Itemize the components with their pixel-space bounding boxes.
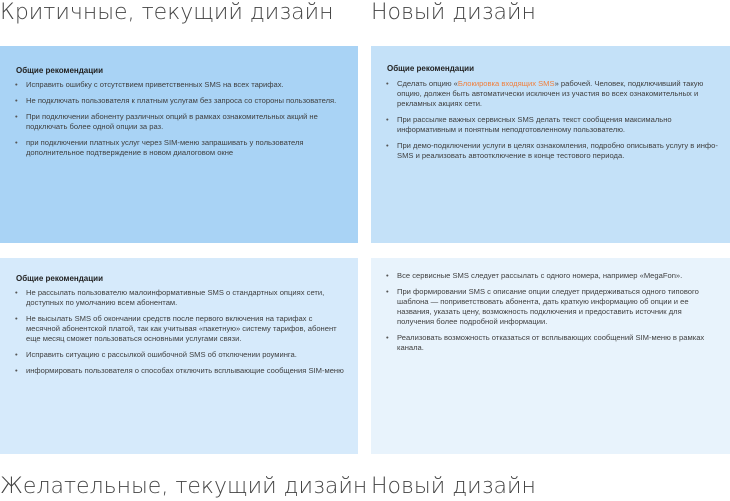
panel-title: Общие рекомендации [387,64,474,73]
recommendations-list [385,271,719,359]
list-item: • Не высылать SMS об окончании средств после первого включения на тарифах с месячной абонентской платой, так как учитывая «пакетную» систему тарифов, абонент еще месяц сможет пользоваться основными услугами связи. [14,314,348,344]
list-item: • информировать пользователя о способах отключить всплывающие сообщения SIM-меню [14,366,348,376]
list-item: • Исправить ошибку с отсутствием приветственных SMS на всех тарифах. [14,80,348,90]
sms-block-option-link[interactable]: Блокировка входящих SMS [457,79,555,88]
panel-new-design-desirable [371,258,730,454]
heading-new-design-top: Новый дизайн [371,0,536,25]
list-item: • Не рассылать пользователю малоинформативные SMS о стандартных опциях сети, доступных по умолчанию всем абонентам. [14,288,348,308]
panel-new-design-critical [371,46,730,243]
list-item: • При демо-подключении услуги в целях ознакомления, подробно описывать услугу в инфо-SMS и реализовать автоотключение в конце тестового периода. [385,141,719,161]
heading-desirable-current-design: Желательные, текущий дизайн [0,474,368,499]
list-item [385,79,719,109]
list-item: • При подключении абоненту различных опций в рамках ознакомительных акций не подключать более одной опции за раз. [14,112,348,132]
recommendations-list [14,288,348,382]
panel-title: Общие рекомендации [16,66,103,75]
recommendations-list [385,79,719,167]
list-item: • Реализовать возможность отказаться от всплывающих сообщений SIM-меню в рамках канала. [385,333,719,353]
list-item: • Исправить ситуацию с рассылкой ошибочной SMS об отключении роуминга. [14,350,348,360]
panel-desirable-current [0,258,358,454]
panel-critical-current [0,46,358,243]
list-item-text: Сделать опцию « [397,79,458,88]
list-item: • При формировании SMS с описание опции следует придерживаться одного типового шаблона — поприветствовать абонента, дать краткую информацию об опции и ее названия, указать цену, возможность подключения и предоставить источник для получения более подробной информации. [385,287,719,327]
recommendations-list [14,80,348,164]
list-item: • Не подключать пользователя к платным услугам без запроса со стороны пользователя. [14,96,348,106]
panel-title: Общие рекомендации [16,274,103,283]
list-item: • При рассылке важных сервисных SMS делать текст сообщения максимально информативным и понятным неподготовленному пользователю. [385,115,719,135]
heading-new-design-bottom: Новый дизайн [371,474,536,499]
list-item: • при подключении платных услуг через SIM-меню запрашивать у пользователя дополнительное подтверждение в новом диалоговом окне [14,138,348,158]
list-item-text: » рабочей. Человек, подключивший такую опцию, должен быть автоматически исключен из участия во всех ознакомительных и рекламных акциях сети. [397,79,704,108]
heading-critical-current-design: Критичные, текущий дизайн [0,0,334,25]
list-item: • Все сервисные SMS следует рассылать с одного номера, например «MegaFon». [385,271,719,281]
